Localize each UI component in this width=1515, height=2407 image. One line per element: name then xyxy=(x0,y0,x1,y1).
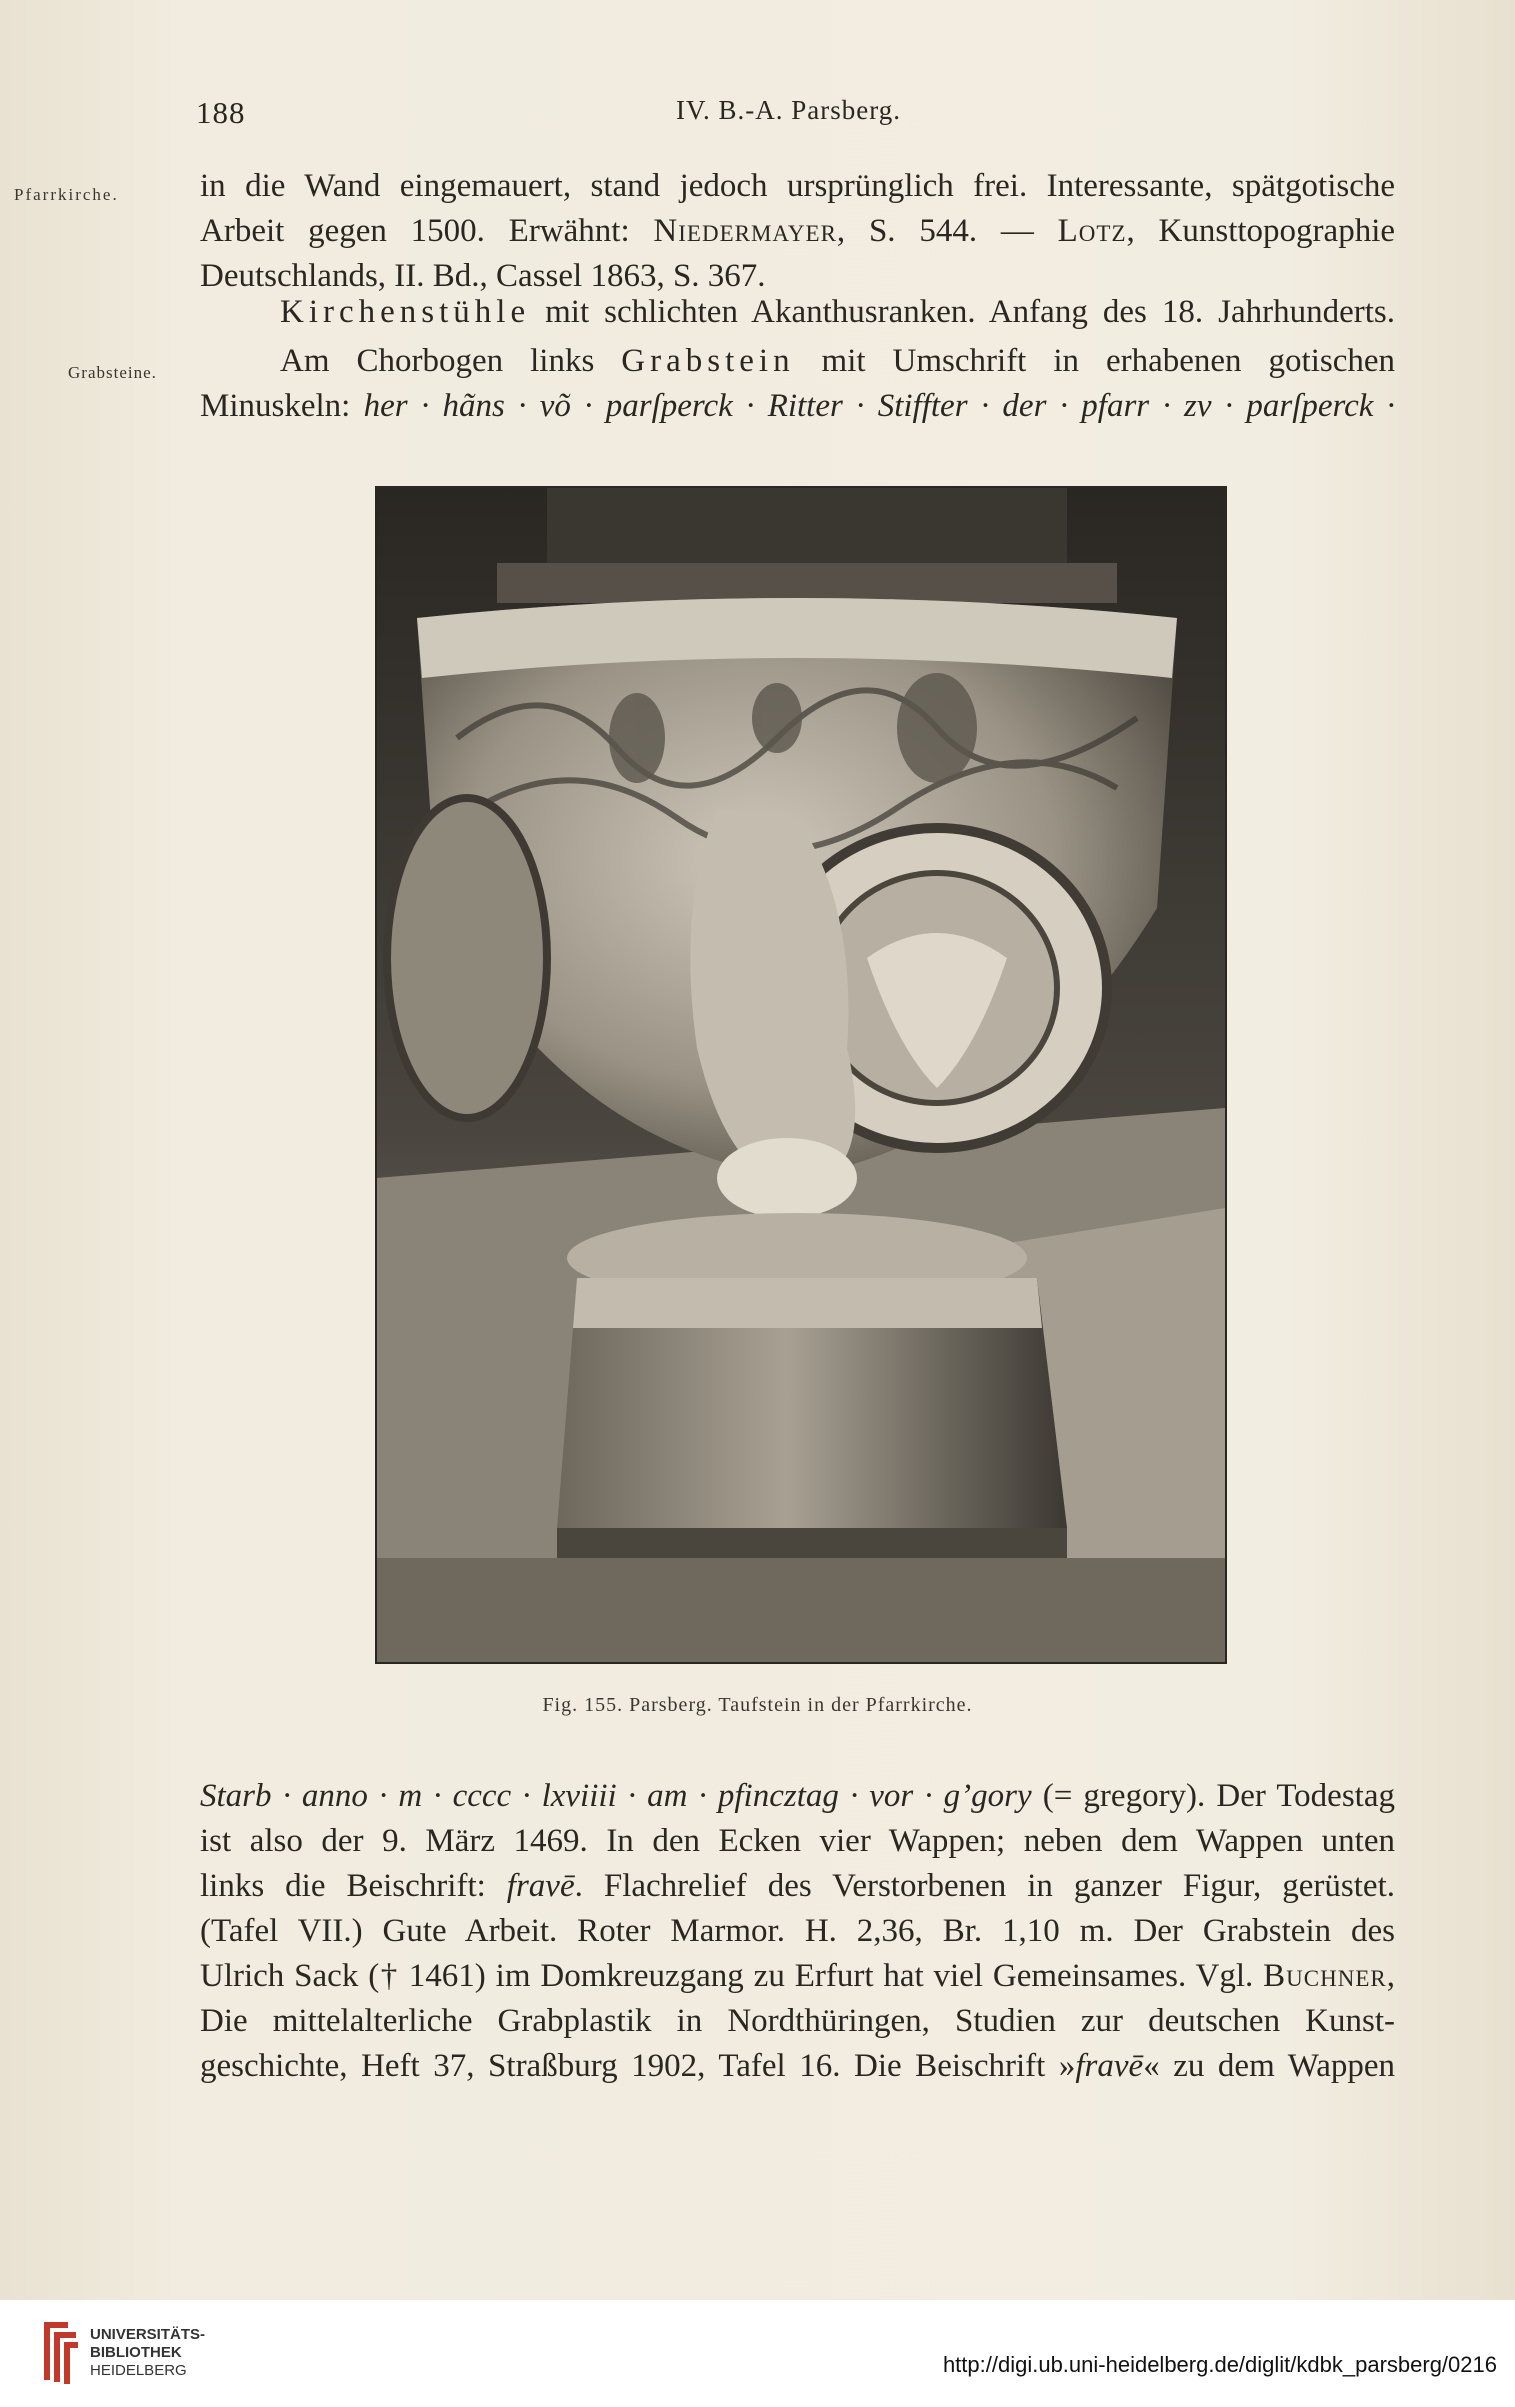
text-run: Die mittelalterliche Grabplastik in Nordthüringen, Studien zur deutschen Kunst- xyxy=(200,2003,1395,2039)
text-run: Am Chorbogen links xyxy=(280,343,622,379)
text-run: mit Umschrift in erhabenen gotischen xyxy=(794,343,1396,379)
paragraph-grabstein xyxy=(200,339,1395,429)
text-run: , xyxy=(1386,1958,1395,1994)
text-run: Arbeit gegen 1500. Erwähnt: xyxy=(200,213,654,249)
text-line xyxy=(200,1954,1395,1999)
text-run: « zu dem Wappen xyxy=(1143,2048,1395,2084)
source-url-link[interactable]: http://digi.ub.uni-heidelberg.de/diglit/kdbk_parsberg/0216 xyxy=(942,2352,1497,2377)
text-run: , Kunsttopographie xyxy=(1126,213,1396,249)
paragraph-taufstein-text xyxy=(200,164,1395,299)
text-line xyxy=(200,164,1395,209)
library-logo-text xyxy=(90,2326,205,2380)
inscription-word: fravē xyxy=(1075,2048,1144,2084)
text-run: , S. 544. — xyxy=(836,213,1058,249)
text-line xyxy=(200,1864,1395,1909)
text-run: links die Beischrift: xyxy=(200,1868,507,1904)
text-line xyxy=(200,384,1395,429)
text-line xyxy=(200,1999,1395,2044)
text-line xyxy=(200,1774,1395,1819)
margin-note-pfarrkirche: Pfarrkirche. xyxy=(14,185,119,204)
page-number: 188 xyxy=(196,95,246,130)
text-line xyxy=(200,290,1395,335)
author-buchner: Buchner xyxy=(1263,1958,1387,1994)
logo-line: HEIDELBERG xyxy=(90,2362,187,2379)
text-run: (Tafel VII.) Gute Arbeit. Roter Marmor. H. 2,36, Br. 1,10 m. Der Grabstein des xyxy=(200,1913,1395,1949)
text-run: Deutschlands, II. Bd., Cassel 1863, S. 367. xyxy=(200,258,766,294)
text-run: in die Wand eingemauert, stand jedoch ursprünglich frei. Interessante, spätgotische xyxy=(200,168,1395,204)
text-run: (= gregory). Der Todestag xyxy=(1031,1778,1395,1814)
author-niedermayer: Niedermayer xyxy=(653,213,837,249)
paragraph-inscription-continuation xyxy=(200,1774,1395,2089)
baptismal-font-photo xyxy=(375,486,1227,1664)
text-line xyxy=(200,2044,1395,2089)
author-lotz: Lotz xyxy=(1057,213,1127,249)
library-logo-icon xyxy=(38,2318,82,2391)
paragraph-kirchenstuehle xyxy=(200,290,1395,335)
text-run: Minuskeln: xyxy=(200,388,364,424)
text-run: mit schlichten Akanthusranken. Anfang des 18. Jahrhunderts. xyxy=(530,294,1395,330)
heading-kirchenstuehle: Kirchenstühle xyxy=(280,294,531,330)
inscription-word: fravē xyxy=(506,1868,575,1904)
inscription-text: her · hãns · võ · parſperck · Ritter · Stiffter · der · pfarr · zv · parſperck · xyxy=(363,388,1395,424)
text-run: . Flachrelief des Verstorbenen in ganzer Figur, gerüstet. xyxy=(574,1868,1395,1904)
inscription-text: Starb · anno · m · cccc · lxviiii · am · pfincztag · vor · g’gory xyxy=(200,1778,1032,1814)
text-line xyxy=(200,209,1395,254)
text-line xyxy=(200,1819,1395,1864)
figure-caption: Fig. 155. Parsberg. Taufstein in der Pfarrkirche. xyxy=(542,1694,973,1716)
heading-grabstein: Grabstein xyxy=(621,343,795,379)
running-title: IV. B.-A. Parsberg. xyxy=(676,95,901,125)
logo-line: BIBLIOTHEK xyxy=(90,2344,182,2361)
text-run: Ulrich Sack († 1461) im Domkreuzgang zu Erfurt hat viel Gemeinsames. Vgl. xyxy=(200,1958,1264,1994)
margin-note-grabsteine: Grabsteine. xyxy=(68,363,157,382)
text-run: ist also der 9. März 1469. In den Ecken vier Wappen; neben dem Wappen unten xyxy=(200,1823,1395,1859)
logo-line: UNIVERSITÄTS- xyxy=(90,2326,206,2343)
text-line xyxy=(200,1909,1395,1954)
text-run: geschichte, Heft 37, Straßburg 1902, Tafel 16. Die Beischrift » xyxy=(200,2048,1076,2084)
text-line xyxy=(200,339,1395,384)
